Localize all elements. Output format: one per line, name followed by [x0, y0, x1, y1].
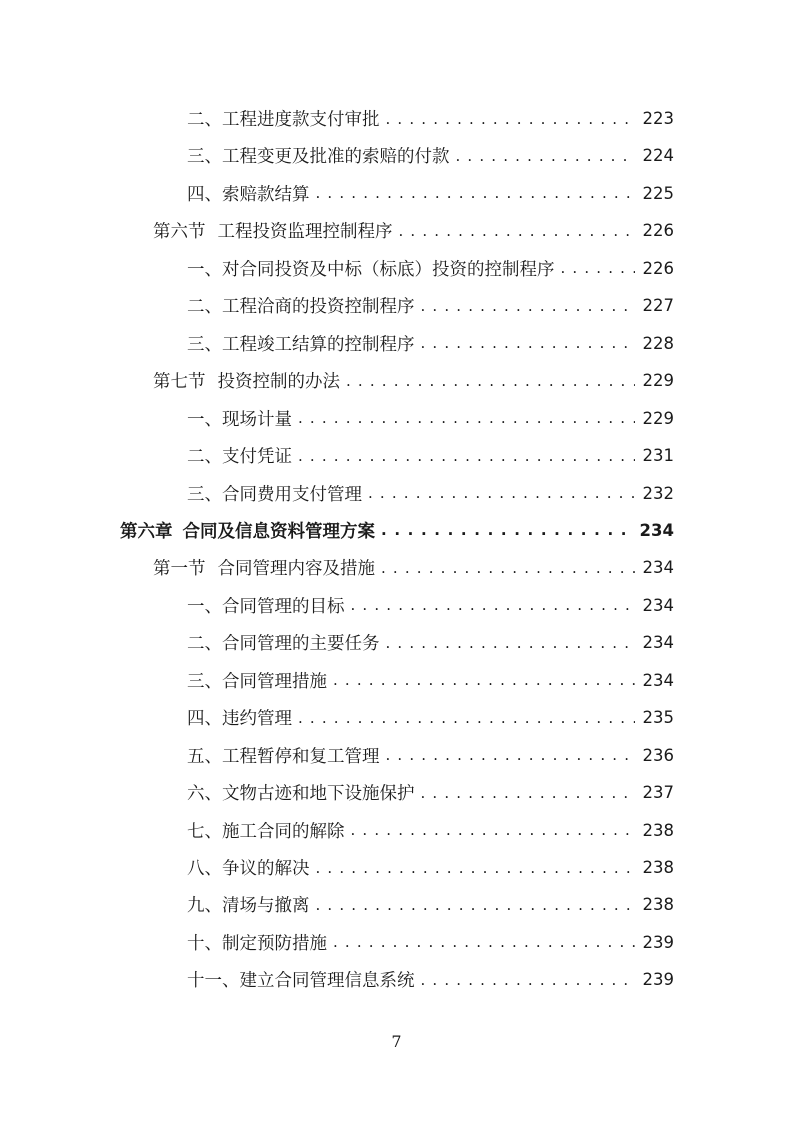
toc-entry-prefix: 二、 [187, 297, 222, 318]
toc-entry-title: 工程暂停和复工管理 [222, 746, 380, 767]
toc-entry-prefix: 三、 [187, 334, 222, 355]
toc-entry-prefix: 二、 [187, 110, 222, 130]
toc-entry[interactable] [187, 175, 674, 212]
toc-entry-prefix: 六、 [187, 784, 222, 805]
toc-entry-title: 合同管理的主要任务 [222, 634, 380, 655]
toc-entry-page: 235 [642, 708, 674, 728]
toc-entry-title: 清场与撤离 [222, 896, 310, 917]
toc-entry-title: 争议的解决 [222, 859, 310, 879]
toc-entry[interactable] [187, 662, 674, 699]
toc-entry-page: 223 [642, 109, 674, 128]
toc-entry-prefix: 十一、 [187, 971, 240, 992]
toc-entry-page: 227 [642, 296, 674, 316]
toc-leader-dots [421, 969, 635, 991]
toc-leader-dots [421, 782, 635, 804]
toc-entry-title: 对合同投资及中标（标底）投资的控制程序 [222, 259, 555, 280]
toc-entry-page: 229 [642, 371, 674, 391]
toc-entry-title: 合同费用支付管理 [222, 484, 362, 505]
toc-entry-page: 234 [642, 670, 674, 690]
toc-entry-title: 工程洽商的投资控制程序 [222, 297, 415, 318]
toc-entry[interactable] [187, 287, 674, 324]
toc-entry-prefix: 三、 [187, 147, 222, 168]
toc-entry[interactable] [187, 100, 674, 137]
toc-entry-page: 234 [642, 595, 674, 615]
toc-entry-prefix: 四、 [187, 184, 222, 205]
toc-entry[interactable] [187, 924, 674, 961]
toc-entry[interactable] [187, 400, 674, 437]
toc-leader-dots [381, 557, 635, 579]
toc-entry[interactable] [187, 849, 674, 886]
toc-entry-prefix: 七、 [187, 821, 222, 842]
toc-leader-dots [381, 519, 632, 541]
toc-entry-title: 现场计量 [222, 409, 292, 430]
toc-entry-prefix: 第六章 [120, 521, 173, 542]
toc-entry[interactable] [187, 587, 674, 624]
toc-leader-dots [399, 220, 635, 242]
toc-entry-page: 239 [642, 970, 674, 990]
toc-entry-title: 工程竣工结算的控制程序 [222, 334, 415, 355]
toc-entry[interactable] [187, 475, 674, 512]
toc-entry-prefix: 第六节 [153, 222, 206, 243]
toc-entry[interactable] [187, 250, 674, 287]
toc-leader-dots [316, 857, 635, 879]
toc-leader-dots [316, 894, 635, 916]
toc-entry-title: 索赔款结算 [222, 184, 310, 205]
page-number: 7 [391, 1032, 402, 1051]
toc-entry-title: 文物古迹和地下设施保护 [222, 784, 415, 805]
toc-leader-dots [298, 445, 635, 467]
toc-entry-prefix: 四、 [187, 709, 222, 730]
toc-entry-title: 合同管理内容及措施 [217, 559, 375, 580]
toc-entry-title: 工程投资监理控制程序 [217, 222, 393, 243]
toc-entry-page: 229 [642, 408, 674, 428]
toc-entry-chapter[interactable] [120, 512, 674, 549]
toc-entry[interactable] [187, 961, 674, 998]
toc-entry-title: 投资控制的办法 [217, 372, 340, 393]
toc-entry-title: 建立合同管理信息系统 [239, 971, 415, 992]
toc-entry-section[interactable] [153, 212, 674, 249]
toc-entry-page: 226 [642, 258, 674, 278]
toc-leader-dots [421, 332, 635, 354]
toc-entry-prefix: 九、 [187, 896, 222, 917]
toc-entry-title: 工程变更及批准的索赔的付款 [222, 147, 450, 168]
toc-entry-prefix: 二、 [187, 634, 222, 655]
toc-entry[interactable] [187, 774, 674, 811]
toc-entry[interactable] [187, 624, 674, 661]
toc-entry-title: 制定预防措施 [222, 933, 327, 954]
toc-entry-prefix: 三、 [187, 671, 222, 692]
toc-entry-title: 支付凭证 [222, 447, 292, 468]
toc-entry-page: 224 [642, 146, 674, 166]
toc-entry-page: 238 [642, 820, 674, 840]
toc-entry-title: 合同管理措施 [222, 671, 327, 692]
toc-entry-page: 234 [639, 520, 674, 540]
toc-entry-page: 236 [642, 745, 674, 765]
toc-entry[interactable] [187, 699, 674, 736]
toc-entry-page: 225 [642, 183, 674, 203]
toc-leader-dots [368, 482, 635, 504]
toc-entry-page: 239 [642, 932, 674, 952]
toc-leader-dots [561, 257, 635, 279]
toc-entry-page: 238 [642, 858, 674, 877]
toc-leader-dots [351, 819, 635, 841]
toc-entry-page: 234 [642, 558, 674, 578]
toc-leader-dots [386, 108, 635, 130]
toc-entry[interactable] [187, 886, 674, 923]
toc-leader-dots [333, 669, 635, 691]
toc-entry-page: 231 [642, 446, 674, 466]
toc-entry-title: 合同及信息资料管理方案 [182, 521, 375, 542]
toc-entry-page: 237 [642, 783, 674, 803]
toc-leader-dots [346, 370, 635, 392]
toc-entry-title: 合同管理的目标 [222, 596, 345, 617]
toc-entry-prefix: 一、 [187, 409, 222, 430]
toc-entry-prefix: 二、 [187, 447, 222, 468]
toc-entry-title: 施工合同的解除 [222, 821, 345, 842]
toc-entry-prefix: 第一节 [153, 559, 206, 580]
toc-entry-page: 226 [642, 221, 674, 241]
toc-entry-section[interactable] [153, 362, 674, 399]
toc-entry-prefix: 一、 [187, 259, 222, 280]
toc-entry[interactable] [187, 137, 674, 174]
toc-entry-section[interactable] [153, 549, 674, 586]
toc-leader-dots [456, 145, 635, 167]
toc-entry-prefix: 一、 [187, 596, 222, 617]
toc-entry-page: 234 [642, 633, 674, 653]
toc-entry-page: 238 [642, 895, 674, 915]
toc-leader-dots [316, 182, 635, 204]
toc-entry-title: 违约管理 [222, 709, 292, 730]
toc-entry-page: 232 [642, 483, 674, 503]
toc-entry-prefix: 八、 [187, 859, 222, 879]
toc-leader-dots [386, 744, 635, 766]
toc-leader-dots [386, 632, 635, 654]
toc-entry[interactable] [187, 812, 674, 849]
toc-leader-dots [333, 931, 635, 953]
toc-leader-dots [298, 407, 635, 429]
toc-entry-prefix: 五、 [187, 746, 222, 767]
toc-leader-dots [351, 594, 635, 616]
toc-entry-prefix: 十、 [187, 933, 222, 954]
toc-entry-prefix: 第七节 [153, 372, 206, 393]
toc-entry-title: 工程进度款支付审批 [222, 110, 380, 130]
toc-entry[interactable] [187, 737, 674, 774]
toc-leader-dots [421, 295, 635, 317]
toc-entry-page: 228 [642, 333, 674, 353]
toc-entry[interactable] [187, 325, 674, 362]
toc-entry-prefix: 三、 [187, 484, 222, 505]
toc-leader-dots [298, 707, 635, 729]
toc-entry[interactable] [187, 437, 674, 474]
